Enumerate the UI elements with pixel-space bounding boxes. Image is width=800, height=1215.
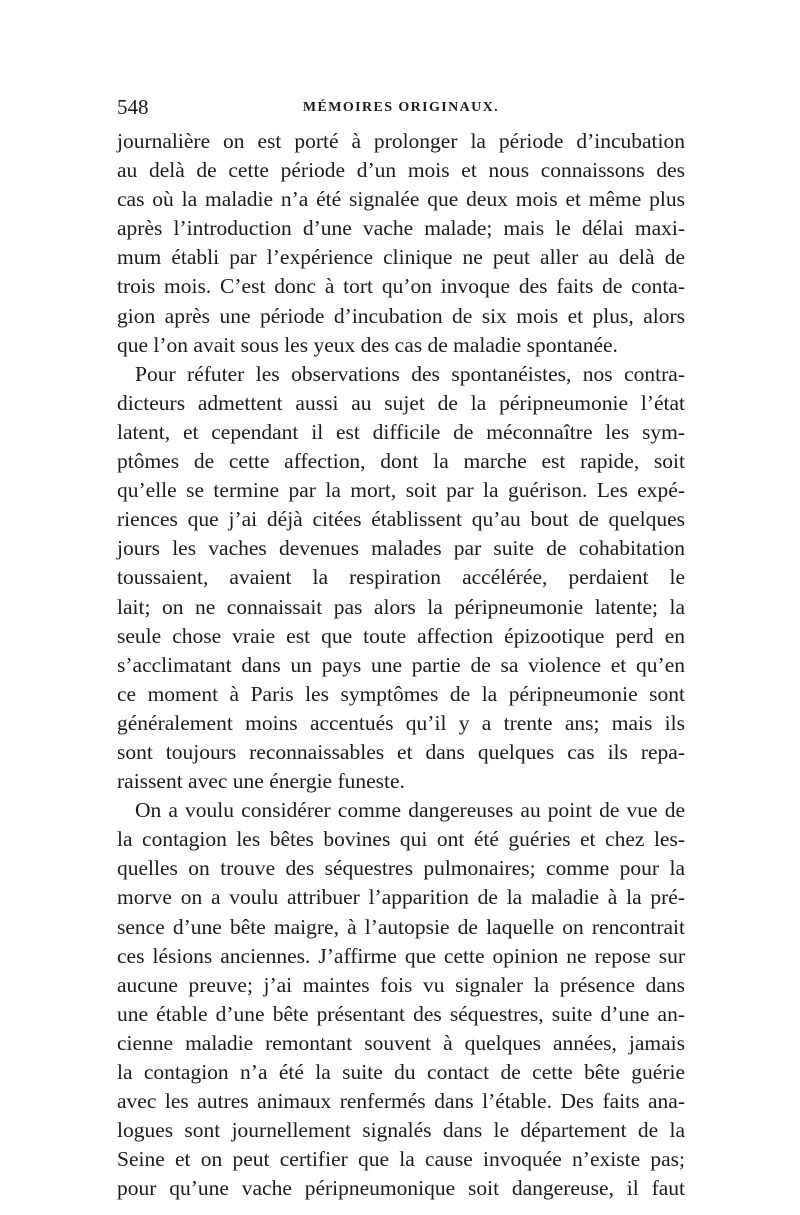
page-number: 548 — [117, 95, 149, 119]
text-line: journalière on est porté à prolonger la période d’incubation — [117, 129, 685, 153]
text-line: ce moment à Paris les symptômes de la péripneumonie sont — [117, 681, 685, 706]
text-line: seule chose vraie est que toute affection épizootique perd en — [117, 623, 685, 648]
text-line: raissent avec une énergie funeste. — [117, 769, 405, 794]
text-line: dicteurs admettent aussi au sujet de la péripneumonie l’état — [117, 390, 685, 415]
text-line: morve on a voulu attribuer l’apparition de la maladie à la pré- — [117, 885, 685, 910]
text-line: Pour réfuter les observations des spontanéistes, nos contra- — [135, 361, 685, 386]
text-line: ptômes de cette affection, dont la marche est rapide, soit — [117, 449, 685, 474]
text-line: jours les vaches devenues malades par suite de cohabitation — [117, 536, 685, 561]
text-line: pour qu’une vache péripneumonique soit dangereuse, il faut — [117, 1176, 685, 1201]
text-line: On a voulu considérer comme dangereuses au point de vue de — [135, 798, 685, 823]
text-line: s’acclimatant dans un pays une partie de sa violence et qu’en — [117, 652, 685, 677]
running-head: MÉMOIRES ORIGINAUX. — [302, 100, 500, 115]
text-line: trois mois. C’est donc à tort qu’on invoque des faits de conta- — [117, 274, 685, 299]
text-line: sont toujours reconnaissables et dans quelques cas ils repa- — [117, 739, 685, 764]
text-line: généralement moins accentués qu’il y a trente ans; mais ils — [117, 710, 685, 735]
text-line: gion après une période d’incubation de six mois et plus, alors — [117, 303, 685, 328]
text-line: logues sont journellement signalés dans le département de la — [117, 1118, 685, 1143]
text-line: une étable d’une bête présentant des séquestres, suite d’une an- — [117, 1001, 685, 1026]
text-line: qu’elle se termine par la mort, soit par la guérison. Les expé- — [117, 478, 685, 503]
text-line: que l’on avait sous les yeux des cas de maladie spontanée. — [117, 332, 618, 357]
text-line: avec les autres animaux renfermés dans l’étable. Des faits ana- — [117, 1089, 685, 1114]
text-line: après l’introduction d’une vache malade; mais le délai maxi- — [117, 216, 685, 241]
text-line: lait; on ne connaissait pas alors la péripneumonie latente; la — [117, 594, 685, 619]
text-line: Seine et on peut certifier que la cause invoquée n’existe pas; — [117, 1147, 685, 1172]
text-line: la contagion n’a été la suite du contact de cette bête guérie — [117, 1060, 685, 1084]
page-header — [117, 92, 685, 122]
text-line: toussaient, avaient la respiration accélérée, perdaient le — [117, 565, 685, 590]
text-line: quelles on trouve des séquestres pulmonaires; comme pour la — [117, 856, 685, 881]
text-line: sence d’une bête maigre, à l’autopsie de laquelle on rencontrait — [117, 914, 685, 939]
text-line: latent, et cependant il est difficile de méconnaître les sym- — [117, 419, 685, 444]
text-line: cas où la maladie n’a été signalée que deux mois et même plus — [117, 187, 685, 212]
text-line: riences que j’ai déjà citées établissent qu’au bout de quelques — [117, 507, 685, 532]
body-text — [117, 127, 685, 1203]
text-line: aucune preuve; j’ai maintes fois vu signaler la présence dans — [117, 972, 685, 997]
text-line: cienne maladie remontant souvent à quelques années, jamais — [117, 1030, 685, 1055]
text-line: mum établi par l’expérience clinique ne peut aller au delà de — [117, 245, 685, 270]
text-line: la contagion les bêtes bovines qui ont été guéries et chez les- — [117, 827, 685, 852]
text-line: ces lésions anciennes. J’affirme que cette opinion ne repose sur — [117, 943, 685, 968]
text-line: au delà de cette période d’un mois et nous connaissons des — [117, 158, 685, 183]
